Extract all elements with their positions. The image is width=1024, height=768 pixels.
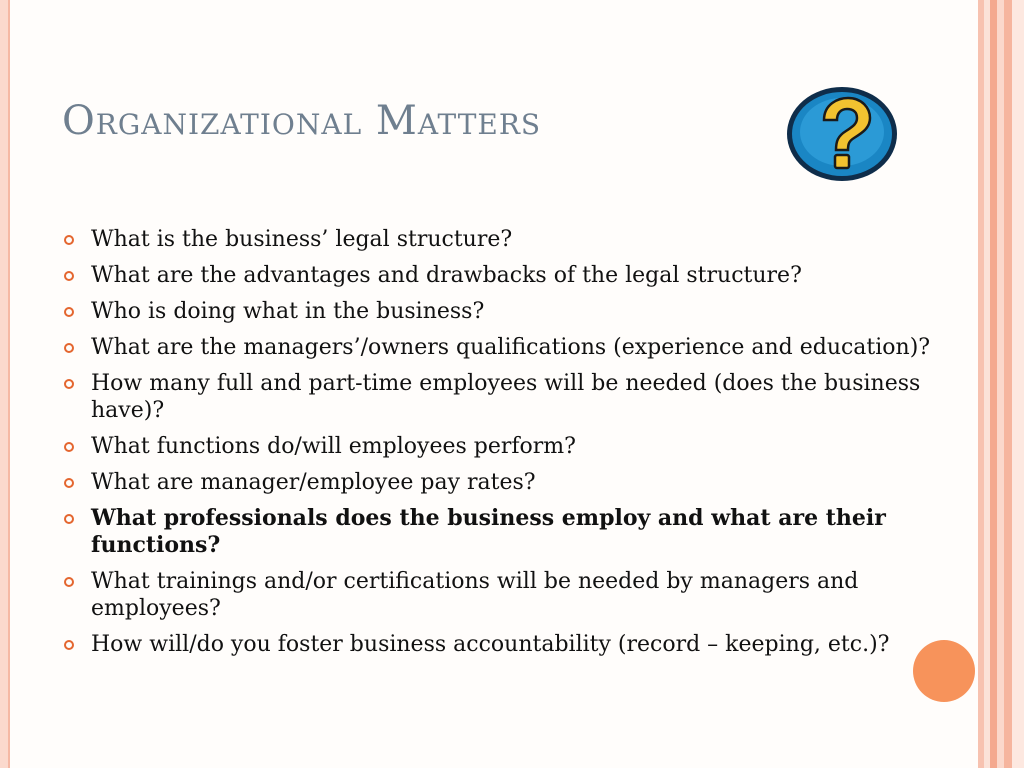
- bullet-text: What are the managers’/owners qualifications (experience and education)?: [91, 335, 931, 360]
- bullet-icon: [64, 577, 74, 587]
- bullet-text: How many full and part-time employees will be needed (does the business have)?: [91, 371, 921, 423]
- bullet-icon: [64, 478, 74, 488]
- bullet-icon: [64, 514, 74, 524]
- bullet-text: What trainings and/or certifications will be needed by managers and employees?: [91, 569, 859, 621]
- bullet-icon: [64, 235, 74, 245]
- list-item: [62, 568, 962, 622]
- bullet-text: What functions do/will employees perform?: [91, 434, 576, 459]
- list-item: [62, 370, 962, 424]
- right-stripe: [1012, 0, 1024, 768]
- right-stripe: [1004, 0, 1012, 768]
- bullet-text: How will/do you foster business accountability (record – keeping, etc.)?: [91, 632, 890, 657]
- list-item: [62, 334, 962, 361]
- right-stripe: [997, 0, 1004, 768]
- bullet-text: Who is doing what in the business?: [91, 299, 485, 324]
- help-question-icon: [786, 86, 898, 182]
- bullet-text: What professionals does the business employ and what are their functions?: [91, 505, 886, 558]
- bullet-icon: [64, 640, 74, 650]
- bullet-icon: [64, 271, 74, 281]
- list-item: [62, 433, 962, 460]
- bullet-icon: [64, 307, 74, 317]
- list-item: [62, 631, 962, 658]
- list-item: [62, 226, 962, 253]
- left-border-line: [8, 0, 10, 768]
- decorative-circle: [913, 640, 975, 702]
- bullet-text: What are manager/employee pay rates?: [91, 470, 536, 495]
- bullet-text: What are the advantages and drawbacks of the legal structure?: [91, 263, 802, 288]
- left-border: [0, 0, 8, 768]
- slide-title: Organizational Matters: [62, 98, 542, 144]
- bullet-list: [62, 226, 962, 667]
- list-item: [62, 505, 962, 559]
- bullet-text: What is the business’ legal structure?: [91, 227, 513, 252]
- bullet-icon: [64, 442, 74, 452]
- list-item: [62, 298, 962, 325]
- bullet-icon: [64, 379, 74, 389]
- list-item: [62, 469, 962, 496]
- right-stripe: [990, 0, 997, 768]
- bullet-icon: [64, 343, 74, 353]
- list-item: [62, 262, 962, 289]
